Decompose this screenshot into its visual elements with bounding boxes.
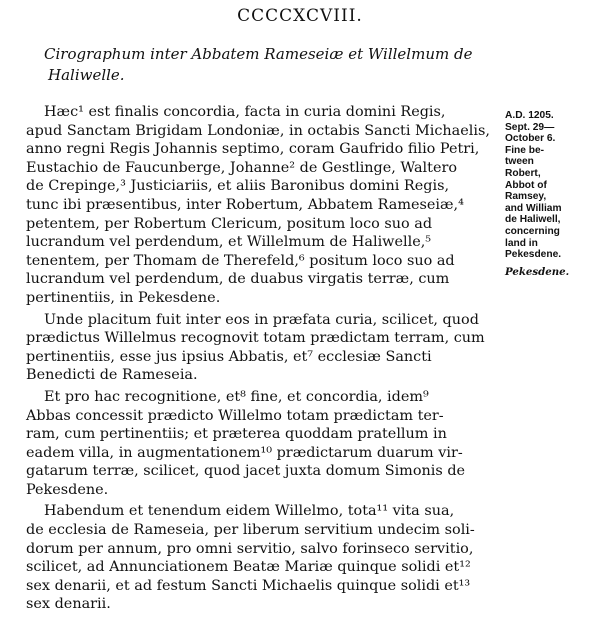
- margin-note-line: October 6.: [505, 133, 556, 145]
- text-line: de Crepinge,³ Justiciariis, et aliis Baronibus domini Regis,: [26, 178, 450, 195]
- text-line: scilicet, ad Annunciationem Beatæ Mariæ quinque solidi et¹²: [26, 559, 471, 576]
- text-line: dorum per annum, pro omni servitio, salvo forinseco servitio,: [26, 540, 474, 557]
- text-line: eadem villa, in augmentationem¹⁰ prædictarum duarum vir-: [26, 444, 463, 461]
- text-line: anno regni Regis Johannis septimo, coram Gaufrido filio Petri,: [26, 141, 480, 158]
- text-line: tenentem, per Thomam de Therefeld,⁶ positum loco suo ad: [26, 252, 455, 269]
- margin-note-line: Fine be-: [505, 144, 545, 156]
- margin-place-name: Pekesdene.: [505, 265, 570, 278]
- text-line: pertinentiis, esse jus ipsius Abbatis, et⁷ ecclesiæ Sancti: [26, 348, 432, 365]
- text-line: prædictus Willelmus recognovit totam prædictam terram, cum: [26, 330, 485, 347]
- text-line: lucrandum vel perdendum, de duabus virgatis terræ, cum: [26, 271, 450, 288]
- charter-text: [26, 103, 501, 614]
- text-line: Habendum et tenendum eidem Willelmo, tota¹¹ vita sua,: [44, 503, 455, 520]
- text-line: de ecclesia de Rameseia, per liberum servitium undecim soli-: [26, 522, 475, 539]
- text-line: apud Sanctam Brigidam Londoniæ, in octabis Sancti Michaelis,: [26, 122, 490, 139]
- margin-note: [505, 110, 597, 278]
- text-line: sex denarii.: [26, 596, 111, 613]
- charter-number-heading: CCCCXCVIII.: [237, 6, 363, 26]
- margin-note-line: tween: [505, 156, 534, 168]
- margin-note-line: A.D. 1205.: [505, 110, 554, 121]
- margin-note-line: Abbot of: [505, 179, 547, 191]
- text-line: pertinentiis, in Pekesdene.: [26, 289, 221, 306]
- text-line: Abbas concessit prædicto Willelmo totam prædictam ter-: [26, 407, 444, 424]
- text-line: petentem, per Robertum Clericum, positum loco suo ad: [26, 215, 433, 232]
- margin-note-line: and William: [505, 202, 562, 214]
- charter-title: [44, 44, 484, 86]
- margin-note-line: Pekesdene.: [505, 249, 562, 261]
- charter-title-line-1: Cirographum inter Abbatem Rameseiæ et Willelmum de: [44, 45, 473, 63]
- margin-note-line: land in: [505, 237, 538, 249]
- text-line: Eustachio de Faucunberge, Johanne² de Gestlinge, Waltero: [26, 159, 458, 176]
- text-line: tunc ibi præsentibus, inter Robertum, Abbatem Rameseiæ,⁴: [26, 196, 464, 213]
- text-line: Hæc¹ est finalis concordia, facta in curia domini Regis,: [44, 104, 446, 120]
- text-line: Benedicti de Rameseia.: [26, 367, 198, 384]
- margin-note-line: Robert,: [505, 167, 541, 179]
- margin-note-line: Sept. 29—: [505, 121, 555, 133]
- text-line: lucrandum vel perdendum, et Willelmum de Haliwelle,⁵: [26, 234, 432, 251]
- text-line: ram, cum pertinentiis; et præterea quoddam pratellum in: [26, 426, 447, 443]
- text-line: Unde placitum fuit inter eos in præfata curia, scilicet, quod: [44, 311, 479, 328]
- text-line: Pekesdene.: [26, 481, 109, 498]
- margin-note-line: de Haliwell,: [505, 214, 561, 226]
- margin-note-line: concerning: [505, 225, 560, 237]
- text-line: Et pro hac recognitione, et⁸ fine, et concordia, idem⁹: [44, 388, 429, 405]
- margin-note-line: Ramsey,: [505, 191, 547, 203]
- text-line: gatarum terræ, scilicet, quod jacet juxta domum Simonis de: [26, 463, 466, 480]
- text-line: sex denarii, et ad festum Sancti Michaelis quinque solidi et¹³: [26, 577, 471, 594]
- charter-title-line-2: Haliwelle.: [48, 66, 125, 84]
